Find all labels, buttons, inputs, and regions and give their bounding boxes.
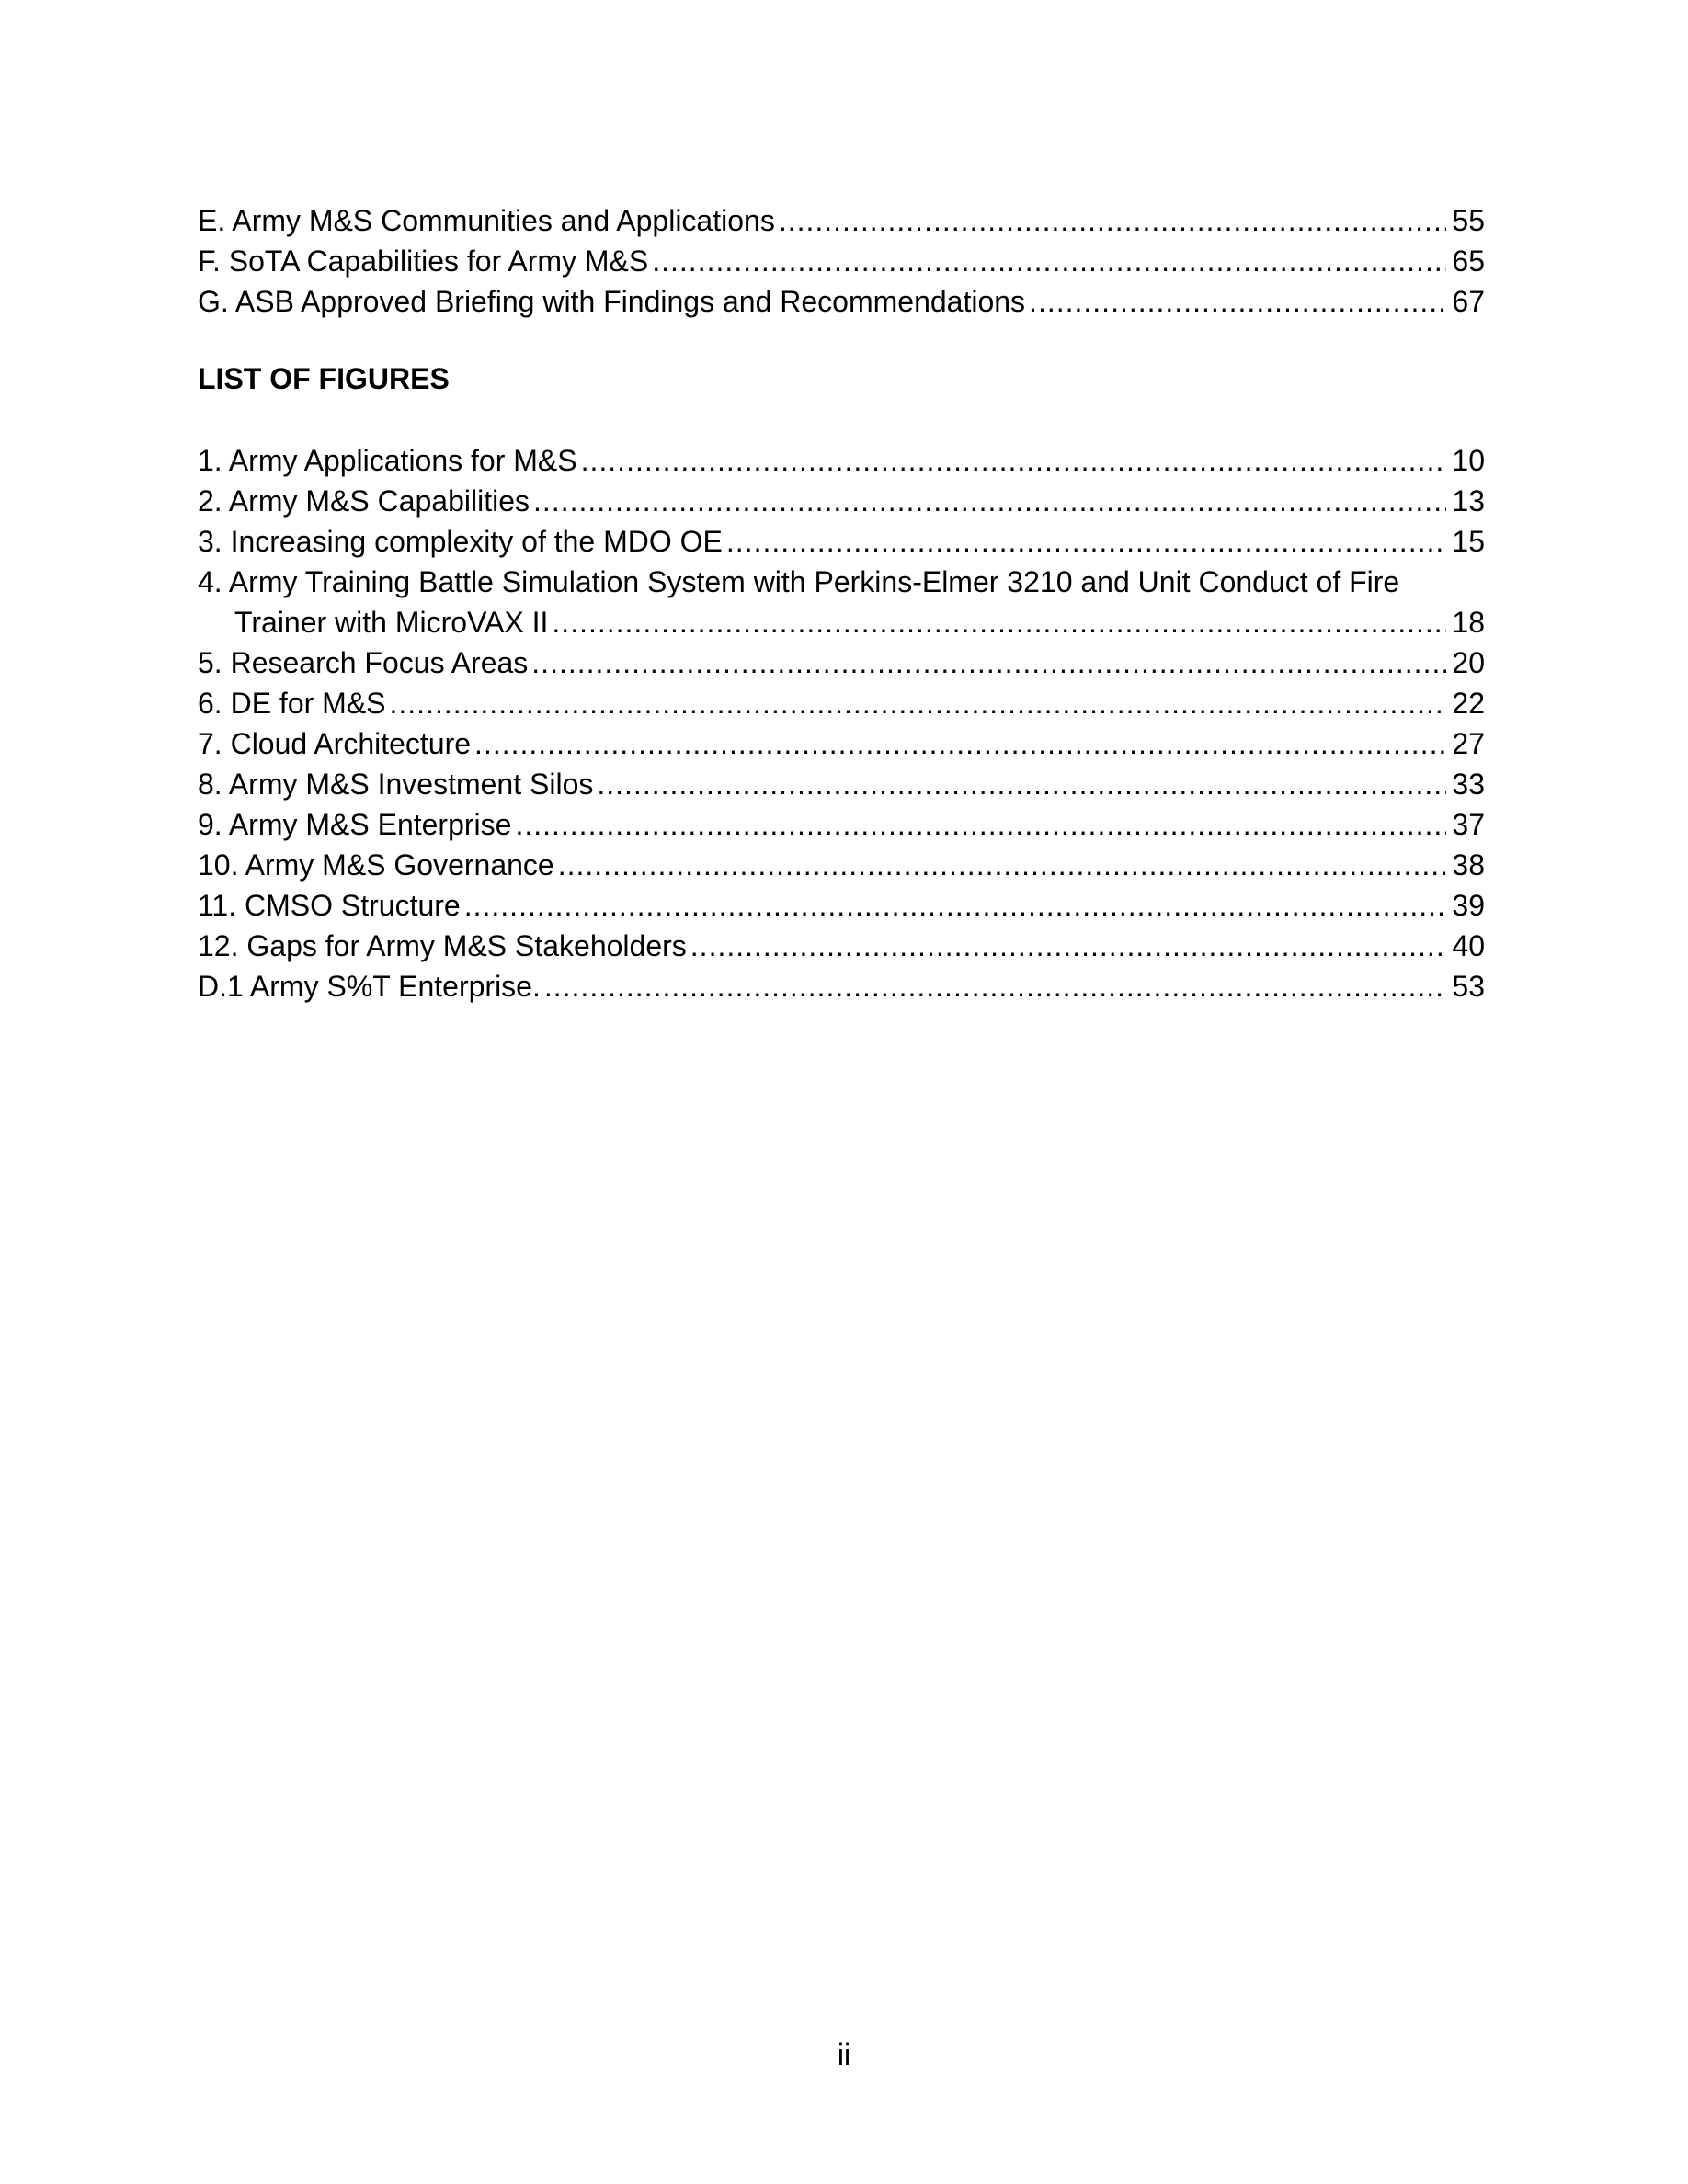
toc-entry-page: 20 [1452,646,1485,679]
dot-leader [726,521,1447,562]
toc-entry [198,440,1485,481]
toc-entry [198,966,1485,1007]
toc-entry [198,643,1485,683]
toc-entry-label: 6. DE for M&S [198,687,386,720]
dot-leader [474,723,1446,764]
dot-leader [464,885,1447,926]
dot-leader [552,602,1446,643]
dot-leader [558,845,1447,885]
toc-entry [198,281,1485,322]
toc-entry-label: 12. Gaps for Army M&S Stakeholders [198,929,687,962]
toc-entry-label: 9. Army M&S Enterprise [198,808,512,841]
toc-entry-label: E. Army M&S Communities and Applications [198,204,775,237]
toc-entry [198,602,1485,643]
figure-list [198,440,1485,1007]
toc-entry [198,481,1485,521]
toc-entry-page: 13 [1452,484,1485,518]
toc-entry-page: 22 [1452,687,1485,720]
dot-leader [533,481,1446,521]
toc-entry-page: 55 [1452,204,1485,237]
toc-entry-label: 4. Army Training Battle Simulation System with Perkins-Elmer 3210 and Unit Conduct of Fire [198,565,1400,598]
toc-entry [198,200,1485,241]
dot-leader [597,764,1446,804]
toc-entry-page: 37 [1452,808,1485,841]
page-number: ii [837,2038,851,2071]
toc-entry-label: 10. Army M&S Governance [198,848,554,882]
toc-entry [198,804,1485,845]
toc-entry-page: 27 [1452,727,1485,760]
toc-entry-label: 3. Increasing complexity of the MDO OE [198,525,723,558]
dot-leader [581,440,1447,481]
toc-entry-page: 10 [1452,444,1485,477]
toc-entry [198,521,1485,562]
dot-leader [1029,281,1446,322]
toc-entry-label: 11. CMSO Structure [198,889,461,922]
list-of-figures-heading: LIST OF FIGURES [198,362,450,395]
toc-entry-page: 40 [1452,929,1485,962]
dot-leader [652,241,1446,281]
toc-entry-label-continued: Trainer with MicroVAX II [234,606,549,639]
toc-entry [198,241,1485,281]
toc-entry [198,764,1485,804]
appendix-list [198,200,1485,322]
toc-entry [198,926,1485,966]
toc-entry-label: 5. Research Focus Areas [198,646,529,679]
toc-entry-page: 33 [1452,768,1485,801]
toc-entry-label: 2. Army M&S Capabilities [198,484,530,518]
dot-leader [531,643,1446,683]
dot-leader [515,804,1446,845]
toc-entry-page: 53 [1452,970,1485,1003]
toc-entry [198,845,1485,885]
dot-leader [544,966,1447,1007]
toc-entry-page: 65 [1452,245,1485,278]
toc-entry-page: 67 [1452,285,1485,318]
toc-entry-line [198,562,1485,602]
toc-entry [198,885,1485,926]
toc-entry-label: 1. Army Applications for M&S [198,444,577,477]
toc-entry-label: G. ASB Approved Briefing with Findings and Recommendations [198,285,1026,318]
toc-entry-page: 38 [1452,848,1485,882]
toc-entry-label: 7. Cloud Architecture [198,727,472,760]
dot-leader [690,926,1447,966]
dot-leader [390,683,1447,723]
toc-entry-page: 39 [1452,889,1485,922]
toc-entry-label: F. SoTA Capabilities for Army M&S [198,245,649,278]
dot-leader [779,200,1447,241]
toc-entry-label: D.1 Army S%T Enterprise. [198,970,541,1003]
toc-entry [198,683,1485,723]
toc-entry-label: 8. Army M&S Investment Silos [198,768,594,801]
toc-entry-page: 15 [1452,525,1485,558]
toc-entry [198,723,1485,764]
toc-entry-page: 18 [1452,606,1485,639]
